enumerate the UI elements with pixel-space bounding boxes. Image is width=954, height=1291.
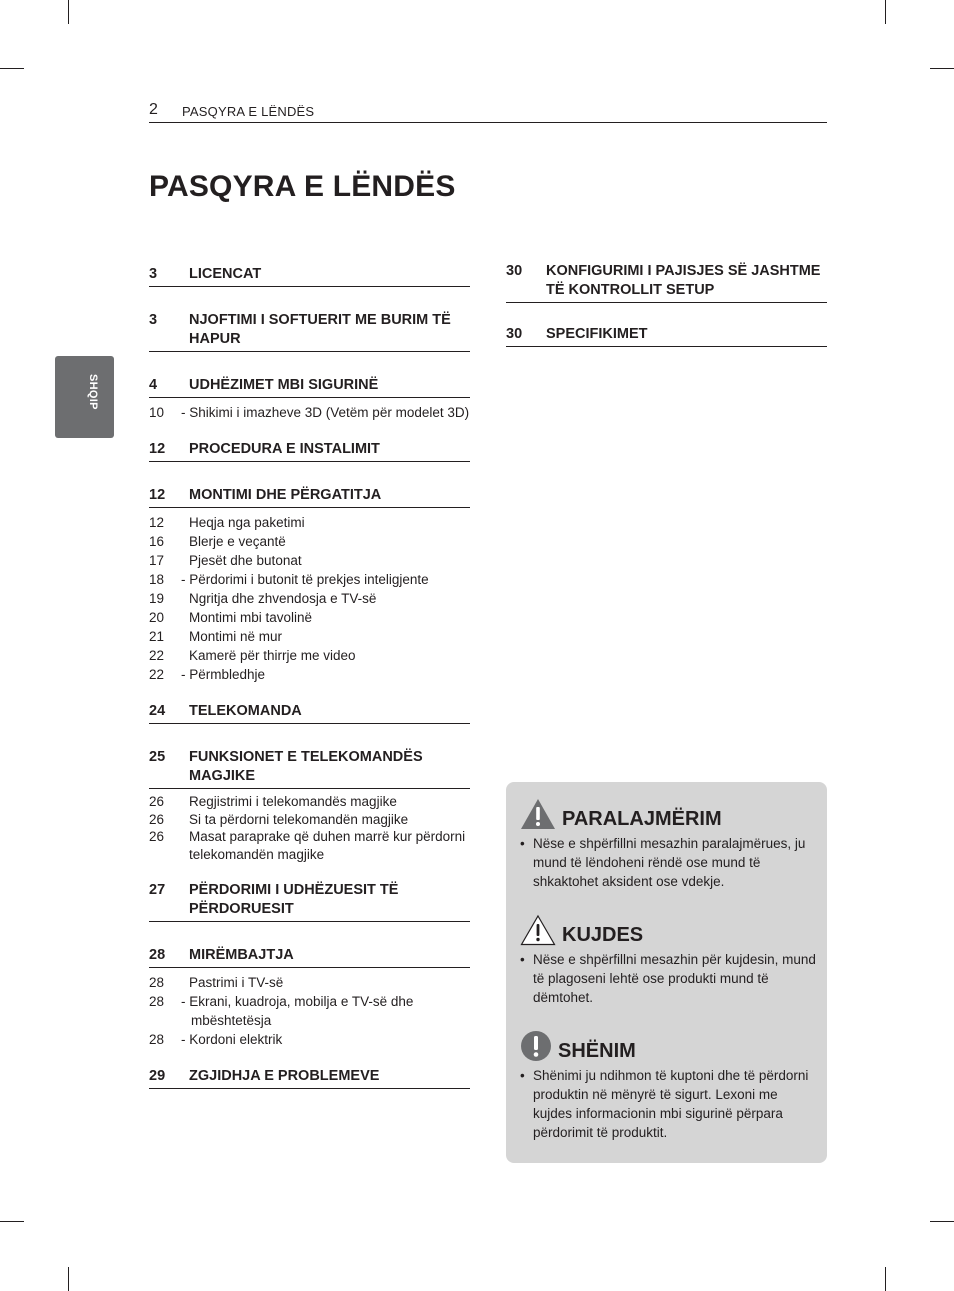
toc-section	[506, 325, 827, 347]
toc-subentry	[149, 403, 470, 422]
toc-subentry	[149, 532, 470, 551]
toc-subentry	[149, 551, 470, 570]
toc-section	[149, 748, 470, 863]
note-text: • Shënimi ju ndihmon të kuptoni dhe të përdorni produktin në mënyrë të sigurt. Lexoni me kujdes informacionin mbi sigurinë përpara përdorimit të produktit.	[520, 1068, 809, 1140]
toc-subentry-title: Regjistrimi i telekomandës magjike	[189, 794, 397, 809]
toc-subentry-page: 16	[149, 534, 165, 549]
toc-subentry	[149, 646, 470, 665]
toc-right-column	[506, 262, 827, 347]
page-title: PASQYRA E LËNDËS	[149, 170, 456, 203]
exclamation-circle-icon	[520, 1030, 552, 1062]
crop-mark	[930, 1221, 954, 1222]
toc-subentry	[149, 973, 470, 992]
caution-section	[520, 912, 820, 1007]
toc-subentry-page: 17	[149, 553, 165, 568]
toc-subentry-title: Montimi në mur	[189, 629, 283, 644]
toc-subentry-title: - Përdorimi i butonit të prekjes inteligjente	[181, 572, 429, 587]
toc-section-title: KONFIGURIMI I PAJISJES SË JASHTME TË KONTROLLIT SETUP	[546, 263, 821, 298]
toc-subentry-title: Blerje e veçantë	[189, 534, 286, 549]
toc-section-title: FUNKSIONET E TELEKOMANDËS MAGJIKE	[189, 749, 423, 784]
toc-subentry-page: 28	[149, 1032, 165, 1047]
toc-section	[149, 881, 470, 922]
toc-section-heading	[506, 262, 827, 303]
toc-section-heading	[149, 376, 470, 398]
toc-subentry	[149, 513, 470, 532]
toc-section	[149, 440, 470, 462]
toc-section-title: SPECIFIKIMET	[546, 326, 648, 342]
toc-subentry	[149, 665, 470, 684]
toc-section-heading	[149, 748, 470, 789]
toc-section	[149, 376, 470, 422]
toc-subentry-title: Pastrimi i TV-së	[189, 975, 284, 990]
toc-subentry-page: 22	[149, 648, 165, 663]
toc-page-number: 24	[149, 703, 166, 719]
toc-subentry-title: - Kordoni elektrik	[181, 1032, 283, 1047]
toc-subentry-page: 18	[149, 572, 165, 587]
toc-page-number: 25	[149, 749, 166, 765]
toc-page-number: 30	[506, 263, 523, 279]
toc-section-heading	[149, 881, 470, 922]
toc-section	[149, 702, 470, 724]
caution-label: KUJDES	[562, 924, 644, 946]
toc-section-heading	[149, 486, 470, 508]
toc-subentry-title: Ngritja dhe zhvendosja e TV-së	[189, 591, 377, 606]
toc-subentry-page: 20	[149, 610, 165, 625]
toc-subentry-title: Heqja nga paketimi	[189, 515, 305, 530]
toc-subentry-title: Montimi mbi tavolinë	[189, 610, 313, 625]
toc-subentries	[149, 513, 470, 684]
toc-section-title: TELEKOMANDA	[189, 703, 302, 719]
toc-subentry-page: 28	[149, 994, 165, 1009]
toc-section-heading	[506, 325, 827, 347]
language-tab-label: SHQIP	[87, 374, 99, 410]
toc-section-heading	[149, 946, 470, 968]
warning-section	[520, 796, 820, 891]
toc-left-column	[149, 265, 470, 1089]
toc-subentry-page: 12	[149, 515, 165, 530]
toc-subentry	[149, 608, 470, 627]
toc-page-number: 12	[149, 441, 166, 457]
page-header	[149, 100, 827, 123]
toc-subentry-title: - Përmbledhje	[181, 667, 266, 682]
toc-subentry-page: 21	[149, 629, 165, 644]
toc-subentries	[149, 973, 470, 1049]
toc-subentries	[149, 793, 470, 863]
toc-section-title: LICENCAT	[189, 266, 262, 282]
caution-text: • Nëse e shpërfillni mesazhin për kujdesin, mund të plagoseni lehtë ose produkti mund të dëmtohet.	[520, 952, 816, 1005]
toc-section	[149, 486, 470, 684]
toc-subentry	[149, 811, 470, 829]
toc-section-title: MIRËMBAJTJA	[189, 947, 294, 963]
toc-subentry-page: 10	[149, 405, 165, 420]
toc-subentry-page: 19	[149, 591, 165, 606]
warning-label: PARALAJMËRIM	[562, 808, 722, 830]
crop-mark	[930, 68, 954, 69]
toc-section	[149, 946, 470, 1049]
toc-section-title: ZGJIDHJA E PROBLEMEVE	[189, 1068, 380, 1084]
note-label: SHËNIM	[558, 1040, 636, 1062]
toc-subentry	[149, 828, 470, 863]
toc-section-heading	[149, 311, 470, 352]
page-number: 2	[149, 101, 158, 118]
toc-subentry-page: 28	[149, 975, 165, 990]
caution-outline-icon	[520, 914, 556, 946]
crop-mark	[885, 0, 886, 24]
toc-section-title: NJOFTIMI I SOFTUERIT ME BURIM TË HAPUR	[189, 312, 451, 347]
toc-section-title: UDHËZIMET MBI SIGURINË	[189, 377, 379, 393]
toc-subentry-page: 26	[149, 811, 165, 827]
toc-section-title: PROCEDURA E INSTALIMIT	[189, 441, 380, 457]
toc-page-number: 30	[506, 326, 523, 342]
toc-subentry-title: - Shikimi i imazheve 3D (Vetëm për modelet 3D)	[181, 405, 470, 420]
toc-page-number: 27	[149, 882, 166, 898]
toc-page-number: 28	[149, 947, 166, 963]
toc-subentry-title: - Ekrani, kuadroja, mobilja e TV-së dhe mbështetësja	[181, 994, 414, 1028]
warning-text: • Nëse e shpërfillni mesazhin paralajmërues, ju mund të lëndoheni rëndë ose mund të shkaktohet aksident ose vdekje.	[520, 836, 806, 889]
toc-subentry	[149, 793, 470, 811]
toc-page-number: 3	[149, 312, 158, 328]
toc-subentry	[149, 627, 470, 646]
toc-subentry-title: Masat paraprake që duhen marrë kur përdorni telekomandën magjike	[189, 829, 466, 862]
warning-filled-icon	[520, 798, 556, 830]
toc-section-title: MONTIMI DHE PËRGATITJA	[189, 487, 382, 503]
toc-subentry	[149, 992, 470, 1030]
toc-subentry-title: Pjesët dhe butonat	[189, 553, 302, 568]
toc-subentries	[149, 403, 470, 422]
toc-subentry	[149, 589, 470, 608]
toc-page-number: 3	[149, 266, 158, 282]
toc-subentry-page: 22	[149, 667, 165, 682]
crop-mark	[885, 1267, 886, 1291]
toc-subentry-page: 26	[149, 794, 165, 809]
toc-page-number: 12	[149, 487, 166, 503]
toc-subentry	[149, 1030, 470, 1049]
toc-section-title: PËRDORIMI I UDHËZUESIT TË PËRDORUESIT	[189, 882, 399, 917]
toc-section-heading	[149, 1067, 470, 1089]
crop-mark	[0, 1221, 24, 1222]
note-section	[520, 1028, 820, 1142]
toc-subentry	[149, 570, 470, 589]
toc-section	[149, 1067, 470, 1089]
toc-section	[149, 311, 470, 352]
toc-section	[149, 265, 470, 287]
toc-section-heading	[149, 702, 470, 724]
crop-mark	[0, 68, 24, 69]
toc-subentry-page: 26	[149, 829, 165, 844]
crop-mark	[68, 1267, 69, 1291]
toc-section	[506, 262, 827, 303]
toc-subentry-title: Kamerë për thirrje me video	[189, 648, 356, 663]
toc-section-heading	[149, 265, 470, 287]
notice-box	[506, 782, 827, 1163]
toc-subentry-title: Si ta përdorni telekomandën magjike	[189, 811, 409, 827]
language-tab	[55, 356, 114, 438]
toc-section-heading	[149, 440, 470, 462]
running-title: PASQYRA E LËNDËS	[182, 104, 315, 119]
crop-mark	[68, 0, 69, 24]
toc-page-number: 29	[149, 1068, 166, 1084]
toc-page-number: 4	[149, 377, 158, 393]
